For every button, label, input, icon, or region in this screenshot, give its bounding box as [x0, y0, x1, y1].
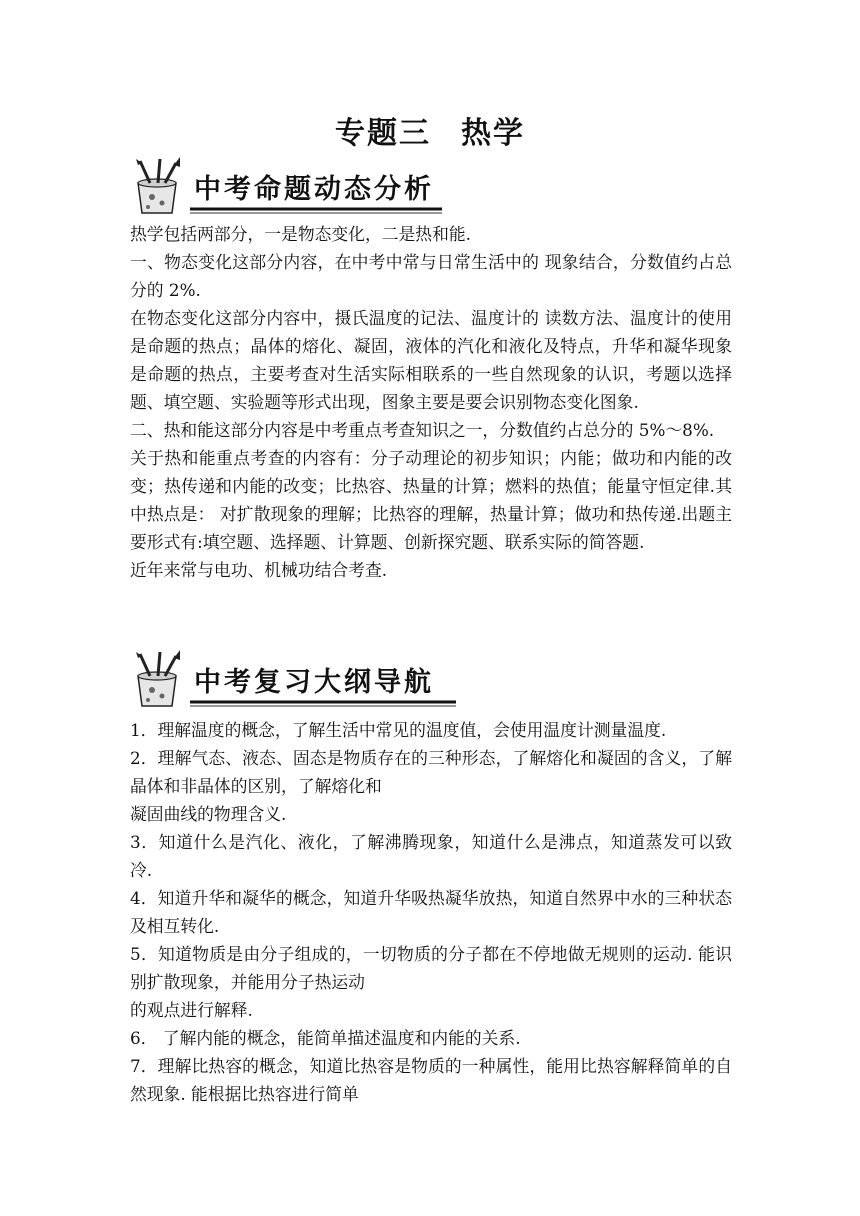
page-title — [0, 108, 860, 152]
list-item: 5．知道物质是由分子组成的，一切物质的分子都在不停地做无规则的运动. 能识别扩散现象，并能用分子热运动 — [130, 944, 732, 992]
paragraph: 关于热和能重点考查的内容有：分子动理论的初步知识；内能；做功和内能的改变；热传递和内能的改变；比热容、热量的计算；燃料的热值；能量守恒定律.其中热点是： 对扩散现象的理解；比热容的理解，热量计算；做功和热传递.出题主要形式有:填空题、选择题、计算题、创新探究题、联系实际的简答题. — [130, 448, 732, 552]
section-body-outline — [130, 716, 732, 1108]
section-banner-analysis — [130, 157, 460, 217]
section-heading: 中考命题动态分析 — [194, 174, 434, 205]
list-item: 1．理解温度的概念，了解生活中常见的温度值，会使用温度计测量温度. — [130, 720, 667, 740]
paragraph: 一、物态变化这部分内容，在中考中常与日常生活中的 现象结合，分数值约占总分的 2%. — [130, 252, 732, 300]
section-heading: 中考复习大纲导航 — [194, 667, 434, 698]
section-body-analysis — [130, 220, 732, 584]
list-item: 6． 了解内能的概念，能简单描述温度和内能的关系. — [130, 1028, 521, 1048]
paragraph: 近年来常与电功、机械功结合考查. — [130, 560, 388, 580]
list-item: 2．理解气态、液态、固态是物质存在的三种形态，了解熔化和凝固的含义，了解晶体和非晶体的区别，了解熔化和 — [130, 748, 732, 796]
list-item: 4．知道升华和凝华的概念，知道升华吸热凝华放热，知道自然界中水的三种状态及相互转化. — [130, 888, 732, 936]
list-item: 的观点进行解释. — [130, 1000, 253, 1020]
paragraph: 二、热和能这部分内容是中考重点考查知识之一，分数值约占总分的 5%～8%. — [130, 420, 715, 440]
title-part2: 热学 — [461, 116, 525, 151]
list-item: 7．理解比热容的概念，知道比热容是物质的一种属性，能用比热容解释简单的自然现象. 能根据比热容进行简单 — [130, 1056, 732, 1104]
list-item: 3．知道什么是汽化、液化，了解沸腾现象，知道什么是沸点，知道蒸发可以致冷. — [130, 832, 732, 880]
paragraph: 热学包括两部分，一是物态变化，二是热和能. — [130, 224, 471, 244]
title-part1: 专题三 — [335, 116, 431, 151]
paragraph: 在物态变化这部分内容中，摄氏温度的记法、温度计的 读数方法、温度计的使用是命题的热点；晶体的熔化、凝固，液体的汽化和液化及特点，升华和凝华现象是命题的热点，主要考查对生活实际相联系的一些自然现象的认识，考题以选择题、填空题、实验题等形式出现，图象主要是要会识别物态变化图象. — [130, 308, 732, 412]
section-banner-outline — [130, 650, 460, 710]
list-item: 凝固曲线的物理含义. — [130, 804, 287, 824]
